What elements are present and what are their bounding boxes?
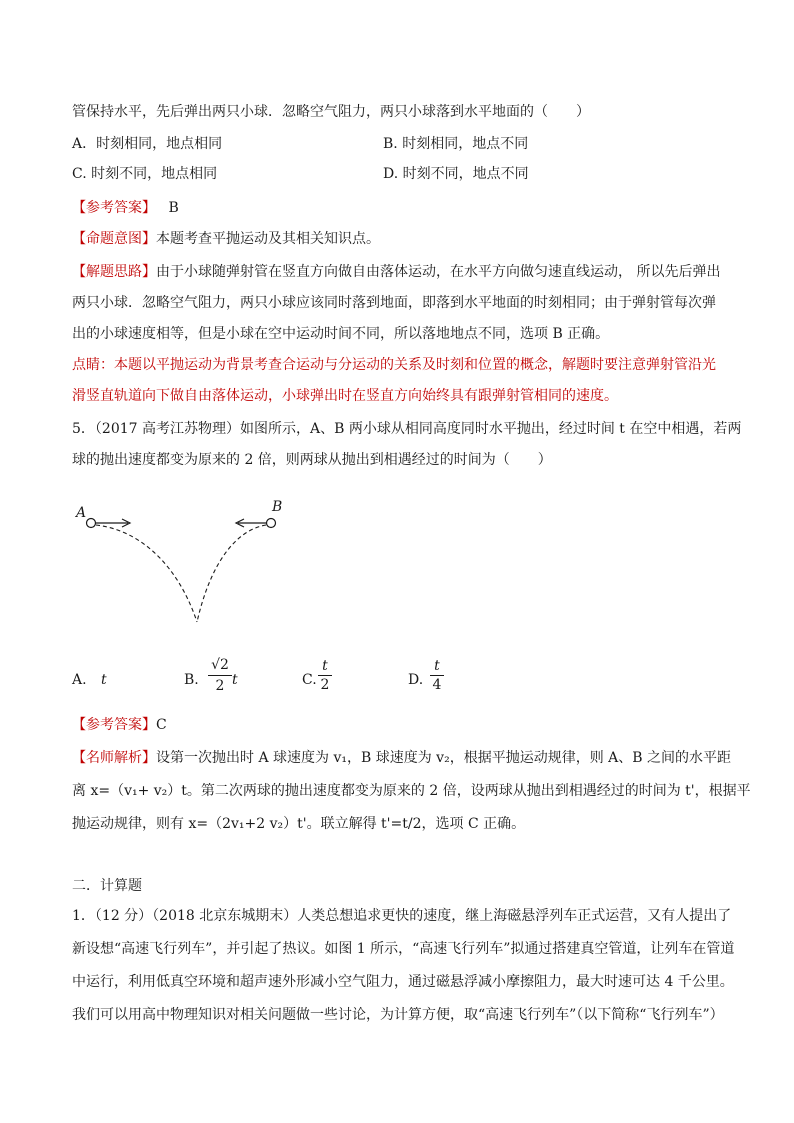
velocity-arrow-a bbox=[96, 519, 130, 527]
q5-stem-line-1: 5．（2017 高考江苏物理）如图所示，A、B 两小球从相同高度同时水平抛出，经过时间 t 在空中相遇，若两 bbox=[72, 421, 742, 437]
q5-option-d-fraction bbox=[428, 658, 446, 693]
q5-option-c-numerator: t bbox=[322, 658, 328, 674]
q5-option-a-prefix: A. bbox=[72, 672, 87, 688]
fraction-bar bbox=[430, 675, 444, 676]
q4-option-b: B. 时刻相同，地点不同 bbox=[383, 136, 529, 152]
q4-stem-tail: 管保持水平，先后弹出两只小球．忽略空气阻力，两只小球落到水平地面的（ ） bbox=[72, 104, 590, 120]
ball-b-label: B bbox=[272, 499, 283, 515]
s2-q1-line-2: 新设想“高速飞行列车”，并引起了热议。如图 1 所示，“高速飞行列车”拟通过搭建真空管道，让列车在管道 bbox=[72, 941, 735, 957]
q4-solution-text-1: 由于小球随弹射管在竖直方向做自由落体运动，在水平方向做匀速直线运动， 所以先后弹出 bbox=[156, 264, 721, 280]
q4-solution-line-2: 两只小球．忽略空气阻力，两只小球应该同时落到地面，即落到水平地面的时刻相同；由于弹射管每次弹 bbox=[72, 295, 716, 311]
q5-option-c-denominator: 2 bbox=[320, 677, 330, 693]
q5-option-b-numerator: √2 bbox=[211, 657, 229, 673]
q4-comment-line-1 bbox=[72, 355, 716, 375]
q5-option-b-denominator: 2 bbox=[215, 678, 225, 694]
q5-answer-line bbox=[72, 715, 167, 735]
q4-solution-line-3: 出的小球速度相等，但是小球在空中运动时间不同，所以落地地点不同，选项 B 正确。 bbox=[72, 326, 610, 342]
ball-a bbox=[87, 519, 96, 528]
q4-comment-label: 点睛： bbox=[72, 357, 114, 373]
q5-analysis-line-2: 离 x=（v₁+ v₂）t。第二次两球的抛出速度都变为原来的 2 倍，设两球从抛出到相遇经过的时间为 t'，根据平 bbox=[72, 783, 751, 799]
fraction-bar bbox=[208, 675, 232, 676]
q5-option-c-fraction bbox=[316, 658, 334, 693]
q4-option-d: D. 时刻不同，地点不同 bbox=[383, 166, 529, 182]
q5-analysis-text-1: 设第一次抛出时 A 球速度为 v₁，B 球速度为 v₂，根据平抛运动规律，则 A、B 之间的水平距 bbox=[156, 750, 731, 766]
s2-q1-line-4: 我们可以用高中物理知识对相关问题做一些讨论，为计算方便，取“高速飞行列车”（以下简称“飞行列车”） bbox=[72, 1007, 724, 1023]
q5-option-a-value: t bbox=[101, 672, 107, 688]
trajectory-b bbox=[197, 525, 266, 622]
q5-analysis-line-3: 抛运动规律，则有 x=（2v₁+2 v₂）t'。联立解得 t'=t/2，选项 C 正确。 bbox=[72, 816, 526, 832]
q5-answer-value: C bbox=[156, 717, 167, 733]
q4-answer-value: B bbox=[168, 200, 179, 216]
q4-comment-text-1: 本题以平抛运动为背景考查合运动与分运动的关系及时刻和位置的概念，解题时要注意弹射管沿光 bbox=[114, 357, 716, 373]
q4-intent-label: 【命题意图】 bbox=[72, 231, 156, 247]
q5-option-c-prefix: C. bbox=[302, 672, 317, 688]
q4-comment-line-2: 滑竖直轨道向下做自由落体运动，小球弹出时在竖直方向始终具有跟弹射管相同的速度。 bbox=[72, 388, 618, 404]
q5-projectile-figure bbox=[70, 490, 310, 640]
q4-intent-text: 本题考查平抛运动及其相关知识点。 bbox=[156, 231, 380, 247]
q4-intent-line bbox=[72, 229, 380, 249]
q4-solution-label: 【解题思路】 bbox=[72, 264, 156, 280]
fraction-bar bbox=[318, 675, 332, 676]
ball-a-label: A bbox=[76, 505, 87, 521]
q5-option-d-denominator: 4 bbox=[432, 677, 442, 693]
q4-answer-label: 【参考答案】 bbox=[72, 200, 156, 216]
trajectory-a bbox=[96, 525, 197, 622]
q5-answer-label: 【参考答案】 bbox=[72, 717, 156, 733]
q4-solution-line-1 bbox=[72, 262, 720, 282]
q5-stem-line-2: 球的抛出速度都变为原来的 2 倍，则两球从抛出到相遇经过的时间为（ ） bbox=[72, 452, 552, 468]
q4-option-c: C. 时刻不同，地点相同 bbox=[72, 166, 218, 182]
section-2-heading: 二．计算题 bbox=[72, 878, 142, 894]
s2-q1-line-3: 中运行，利用低真空环境和超声速外形减小空气阻力，通过磁悬浮减小摩擦阻力，最大时速可达 4 千公里。 bbox=[72, 974, 734, 990]
q5-analysis-line-1 bbox=[72, 748, 731, 768]
q5-option-b-t: t bbox=[232, 672, 238, 688]
q5-option-d-numerator: t bbox=[434, 658, 440, 674]
q5-analysis-label: 【名师解析】 bbox=[72, 750, 156, 766]
q5-option-b-prefix: B. bbox=[184, 672, 199, 688]
q4-answer-line bbox=[72, 198, 179, 218]
q5-option-a bbox=[72, 670, 107, 690]
q5-option-b-fraction bbox=[206, 656, 234, 695]
q4-option-a: A．时刻相同，地点相同 bbox=[72, 136, 223, 152]
velocity-arrow-b bbox=[236, 519, 266, 527]
q5-option-d-prefix: D. bbox=[408, 672, 424, 688]
s2-q1-line-1: 1．（12 分）（2018 北京东城期末）人类总想追求更快的速度，继上海磁悬浮列车正式运营，又有人提出了 bbox=[72, 908, 732, 924]
ball-b bbox=[267, 519, 276, 528]
